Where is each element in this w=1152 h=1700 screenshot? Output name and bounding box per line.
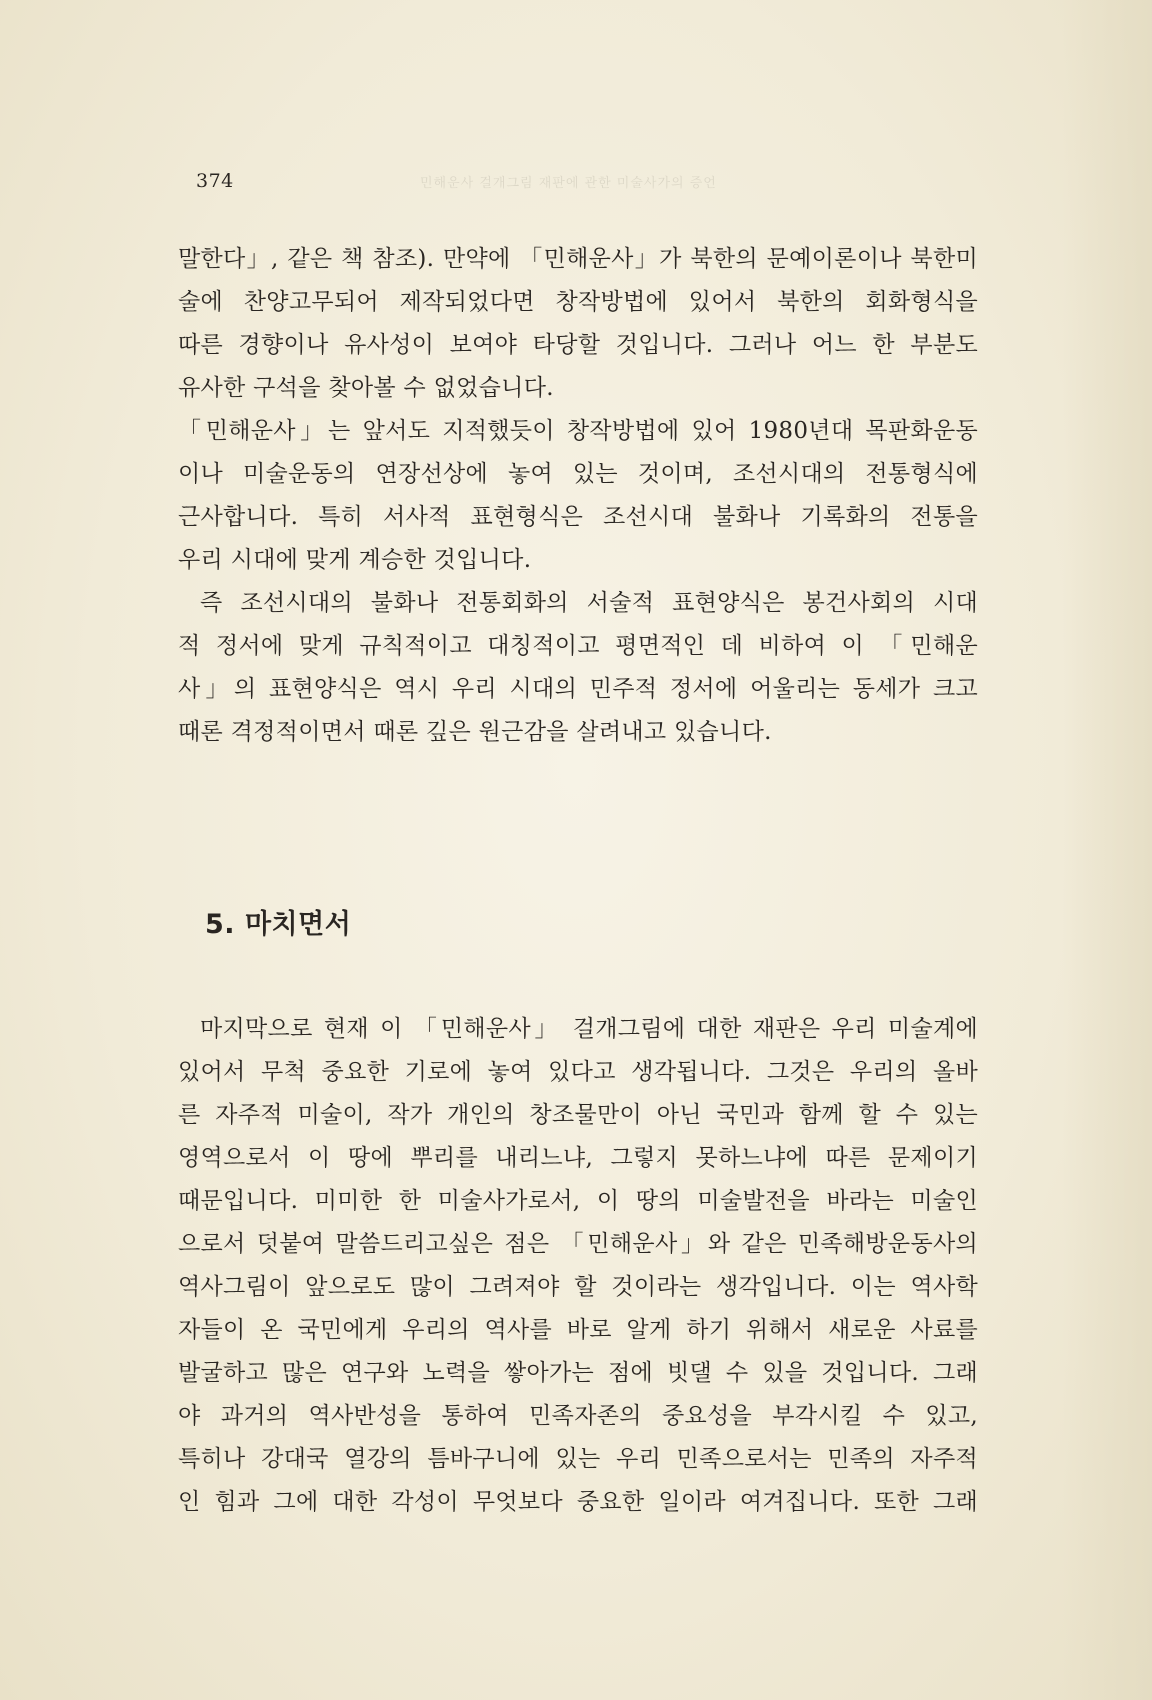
text-line: 른 자주적 미술이, 작가 개인의 창조물만이 아닌 국민과 함께 할 수 있는	[178, 1102, 978, 1128]
text-line: 「민해운사」는 앞서도 지적했듯이 창작방법에 있어 1980년대 목판화운동	[178, 418, 978, 444]
paragraph	[178, 410, 978, 582]
text-line: 따른 경향이나 유사성이 보여야 타당할 것입니다. 그러나 어느 한 부분도	[178, 332, 978, 358]
paragraph	[178, 582, 978, 754]
text-line: 영역으로서 이 땅에 뿌리를 내리느냐, 그렇지 못하느냐에 따른 문제이기	[178, 1145, 978, 1171]
text-line: 인 힘과 그에 대한 각성이 무엇보다 중요한 일이라 여겨집니다. 또한 그래	[178, 1489, 978, 1515]
page-number: 374	[196, 170, 234, 192]
page-edge-shadow	[1062, 0, 1152, 1700]
text-line: 특히나 강대국 열강의 틈바구니에 있는 우리 민족으로서는 민족의 자주적	[178, 1446, 978, 1472]
body-text-before	[178, 238, 978, 754]
text-line: 유사한 구석을 찾아볼 수 없었습니다.	[178, 375, 554, 401]
text-line: 마지막으로 현재 이 「민해운사」 걸개그림에 대한 재판은 우리 미술계에	[200, 1016, 978, 1042]
text-line: 때문입니다. 미미한 한 미술사가로서, 이 땅의 미술발전을 바라는 미술인	[178, 1188, 978, 1214]
text-line: 으로서 덧붙여 말씀드리고싶은 점은 「민해운사」와 같은 민족해방운동사의	[178, 1231, 978, 1257]
text-line: 있어서 무척 중요한 기로에 놓여 있다고 생각됩니다. 그것은 우리의 올바	[178, 1059, 978, 1085]
text-line: 말한다」, 같은 책 참조). 만약에 「민해운사」가 북한의 문예이론이나 북한미	[178, 246, 978, 272]
body-text-after	[178, 1008, 978, 1524]
text-line: 적 정서에 맞게 규칙적이고 대칭적이고 평면적인 데 비하여 이 「민해운	[178, 633, 978, 659]
text-line: 발굴하고 많은 연구와 노력을 쌓아가는 점에 빗댈 수 있을 것입니다. 그래	[178, 1360, 978, 1386]
text-line: 즉 조선시대의 불화나 전통회화의 서술적 표현양식은 봉건사회의 시대	[200, 590, 978, 616]
text-line: 사」의 표현양식은 역시 우리 시대의 민주적 정서에 어울리는 동세가 크고	[178, 676, 978, 702]
text-line: 야 과거의 역사반성을 통하여 민족자존의 중요성을 부각시킬 수 있고,	[178, 1403, 978, 1429]
section-heading: 5. 마치면서	[205, 909, 352, 941]
text-line: 근사합니다. 특히 서사적 표현형식은 조선시대 불화나 기록화의 전통을	[178, 504, 978, 530]
paragraph	[178, 238, 978, 410]
running-head: 민해운사 걸개그림 재판에 관한 미술사가의 증언	[420, 176, 717, 191]
text-line: 이나 미술운동의 연장선상에 놓여 있는 것이며, 조선시대의 전통형식에	[178, 461, 978, 487]
text-line: 역사그림이 앞으로도 많이 그려져야 할 것이라는 생각입니다. 이는 역사학	[178, 1274, 978, 1300]
paragraph	[178, 1008, 978, 1524]
text-line: 때론 격정적이면서 때론 깊은 원근감을 살려내고 있습니다.	[178, 719, 772, 745]
text-line: 우리 시대에 맞게 계승한 것입니다.	[178, 547, 532, 573]
text-line: 자들이 온 국민에게 우리의 역사를 바로 알게 하기 위해서 새로운 사료를	[178, 1317, 978, 1343]
text-line: 술에 찬양고무되어 제작되었다면 창작방법에 있어서 북한의 회화형식을	[178, 289, 978, 315]
